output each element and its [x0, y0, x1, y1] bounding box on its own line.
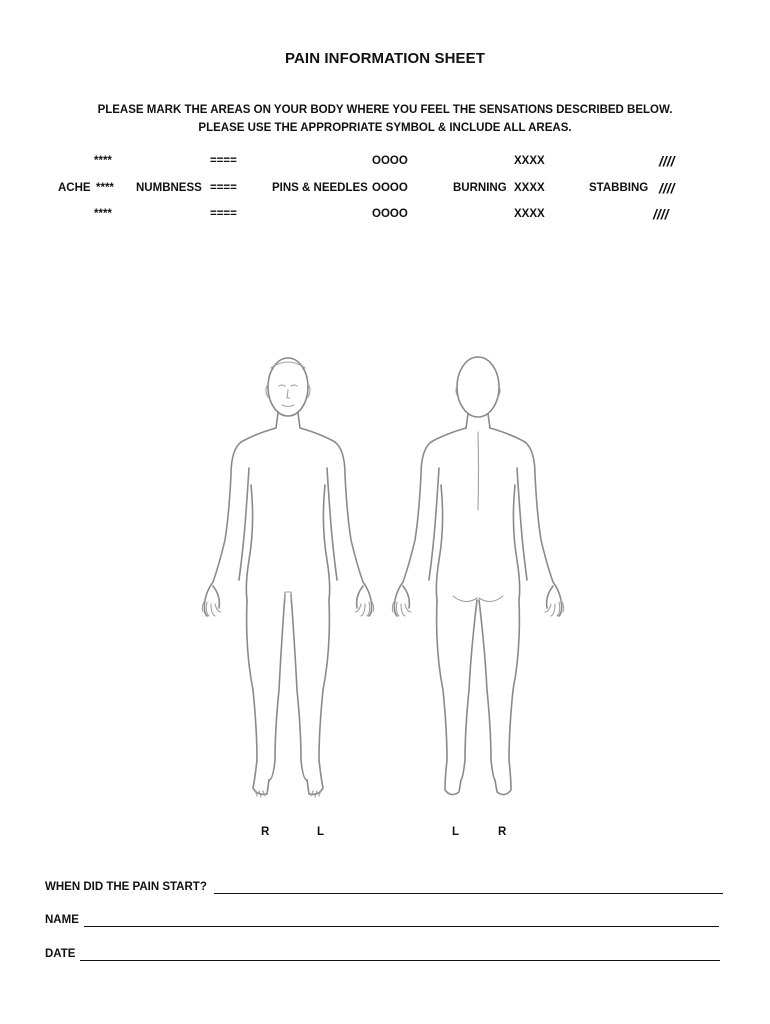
pain-start-field[interactable]	[214, 893, 723, 894]
ache-symbol-top: ****	[94, 155, 112, 167]
pins-needles-symbol-bottom: OOOO	[372, 208, 408, 220]
numbness-symbol-top: ====	[210, 155, 237, 167]
stabbing-label: STABBING	[589, 182, 649, 194]
burning-symbol-mid: XXXX	[514, 182, 545, 194]
back-left-label: L	[452, 826, 460, 838]
name-label: NAME	[45, 914, 79, 926]
numbness-symbol-mid: ====	[210, 182, 237, 194]
ache-symbol-bottom: ****	[94, 208, 112, 220]
ache-symbol-mid: ****	[96, 182, 114, 194]
ache-label: ACHE	[58, 182, 91, 194]
pins-needles-symbol-top: OOOO	[372, 155, 408, 167]
burning-symbol-bottom: XXXX	[514, 208, 545, 220]
date-label: DATE	[45, 948, 76, 960]
stabbing-symbol-bottom: ////	[653, 206, 669, 222]
pins-needles-label: PINS & NEEDLES	[272, 182, 368, 194]
stabbing-symbol-mid: ////	[659, 180, 675, 196]
front-body-figure[interactable]	[195, 350, 385, 805]
name-field[interactable]	[84, 926, 719, 927]
pins-needles-symbol-mid: OOOO	[372, 182, 408, 194]
burning-label: BURNING	[453, 182, 507, 194]
numbness-symbol-bottom: ====	[210, 208, 237, 220]
back-head	[457, 357, 499, 417]
page-title: PAIN INFORMATION SHEET	[285, 50, 485, 67]
back-body-figure[interactable]	[385, 350, 575, 805]
instruction-line-1: PLEASE MARK THE AREAS ON YOUR BODY WHERE YOU FEEL THE SENSATIONS DESCRIBED BELOW.	[97, 104, 673, 116]
pain-start-label: WHEN DID THE PAIN START?	[45, 881, 207, 893]
date-field[interactable]	[80, 960, 720, 961]
burning-symbol-top: XXXX	[514, 155, 545, 167]
back-right-label: R	[498, 826, 507, 838]
front-right-label: R	[261, 826, 270, 838]
front-left-label: L	[317, 826, 325, 838]
instruction-line-2: PLEASE USE THE APPROPRIATE SYMBOL & INCLUDE ALL AREAS.	[198, 122, 572, 134]
numbness-label: NUMBNESS	[136, 182, 202, 194]
stabbing-symbol-top: ////	[659, 153, 675, 169]
